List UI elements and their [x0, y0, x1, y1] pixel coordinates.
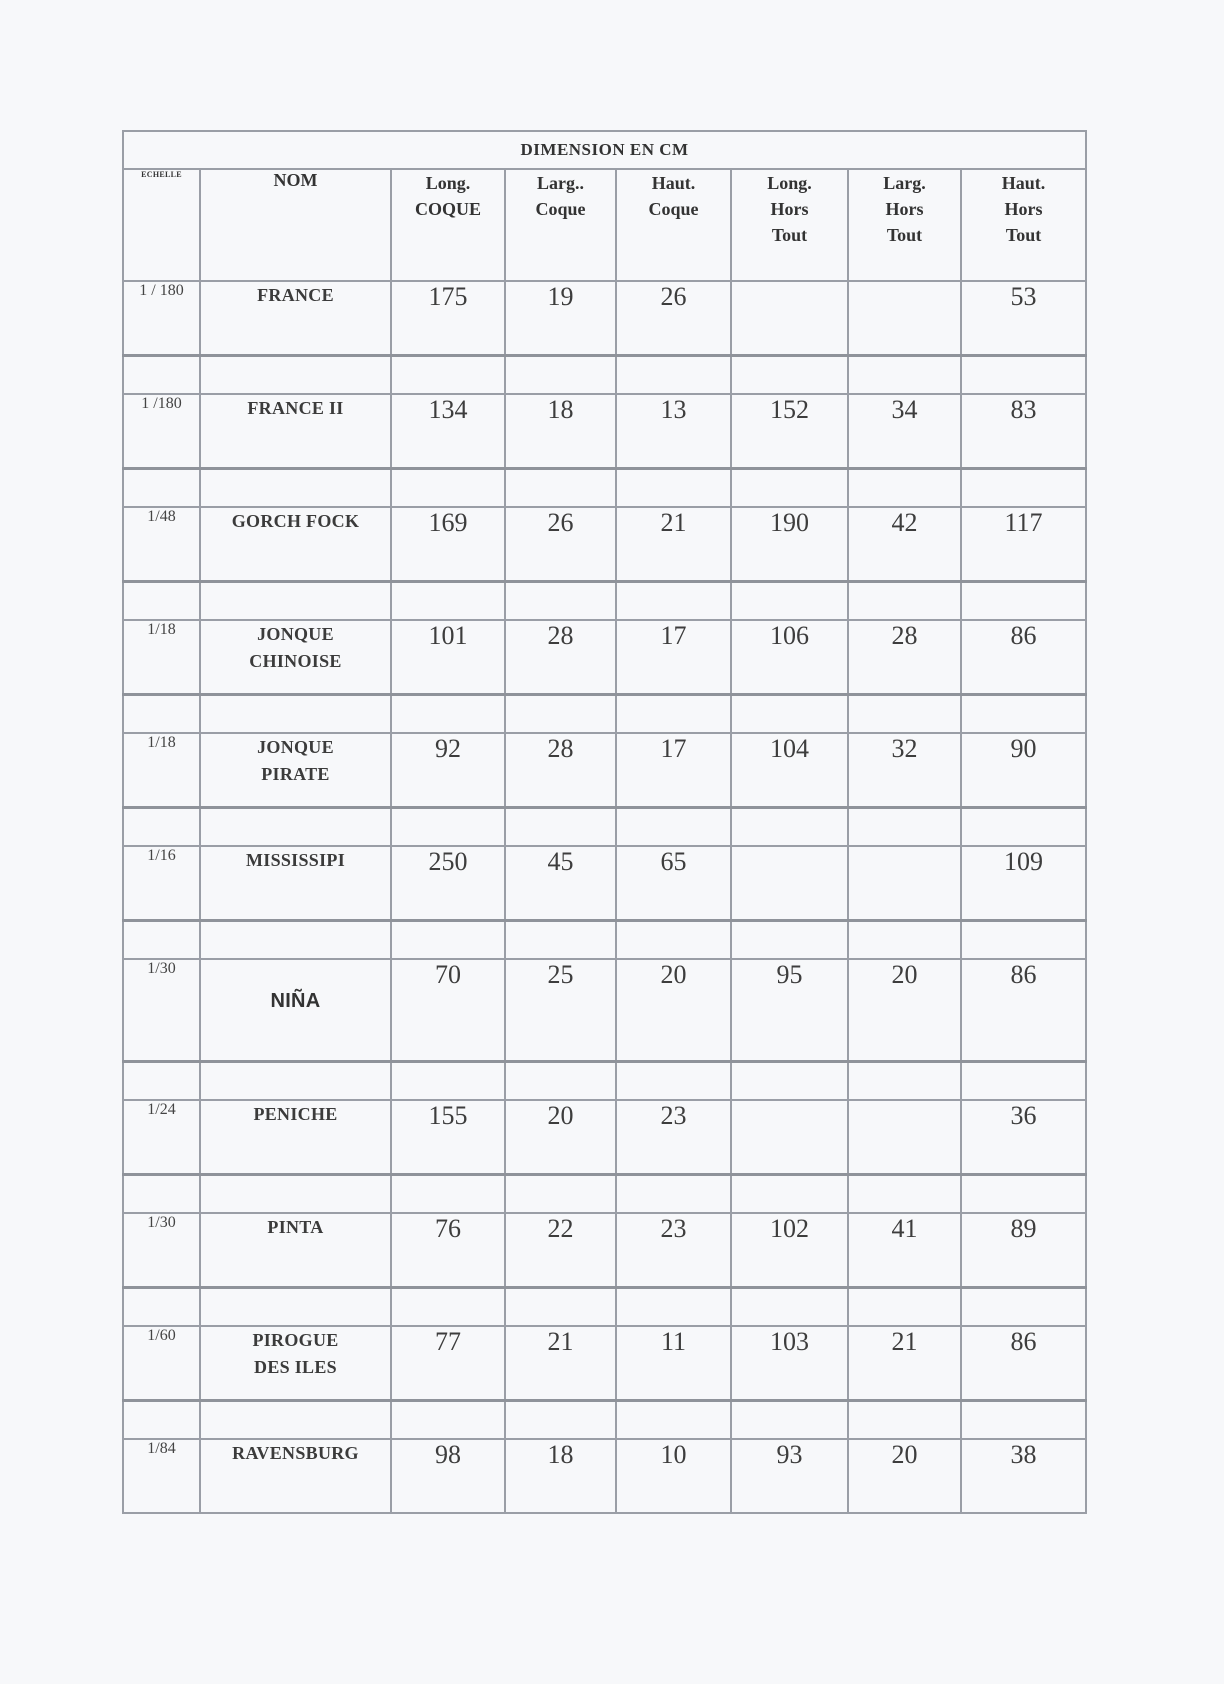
- spacer-cell: [961, 1288, 1086, 1327]
- value-cell: 10: [616, 1439, 731, 1513]
- ship-name-line: PIROGUE: [252, 1330, 339, 1350]
- spacer-cell: [505, 1175, 616, 1214]
- spacer-row: [123, 1401, 1086, 1440]
- spacer-cell: [731, 921, 848, 960]
- value-cell: 25: [505, 959, 616, 1062]
- value-cell: 76: [391, 1213, 505, 1288]
- ship-name-cell: [200, 959, 391, 1062]
- value-cell: 95: [731, 959, 848, 1062]
- ship-name-line: FRANCE: [257, 285, 334, 305]
- spacer-cell: [848, 582, 961, 621]
- column-header: [616, 169, 731, 281]
- scale-cell: 1/48: [123, 507, 200, 582]
- ship-name-line: JONQUE: [257, 624, 334, 644]
- column-header-line: Long.: [767, 173, 812, 193]
- spacer-cell: [848, 356, 961, 395]
- spacer-cell: [505, 582, 616, 621]
- scale-cell: 1/18: [123, 733, 200, 808]
- spacer-cell: [616, 1401, 731, 1440]
- spacer-cell: [391, 582, 505, 621]
- value-cell: 90: [961, 733, 1086, 808]
- spacer-cell: [505, 808, 616, 847]
- scale-cell: 1/30: [123, 1213, 200, 1288]
- spacer-cell: [616, 582, 731, 621]
- spacer-cell: [200, 1062, 391, 1101]
- spacer-cell: [848, 921, 961, 960]
- value-cell: 20: [505, 1100, 616, 1175]
- scale-cell: 1/18: [123, 620, 200, 695]
- spacer-row: [123, 1062, 1086, 1101]
- spacer-cell: [731, 1175, 848, 1214]
- value-cell: 175: [391, 281, 505, 356]
- column-header: [848, 169, 961, 281]
- spacer-cell: [123, 1062, 200, 1101]
- ship-name-line: FRANCE II: [247, 398, 344, 418]
- ship-name-line: MISSISSIPI: [245, 850, 346, 870]
- value-cell: 17: [616, 620, 731, 695]
- spacer-row: [123, 582, 1086, 621]
- spacer-cell: [961, 1401, 1086, 1440]
- header-nom: NOM: [200, 169, 391, 281]
- value-cell: 23: [616, 1213, 731, 1288]
- ship-name-line: JONQUE: [257, 737, 334, 757]
- ship-name-cell: [200, 1439, 391, 1513]
- value-cell: 190: [731, 507, 848, 582]
- ship-name-line: GORCH FOCK: [231, 511, 360, 531]
- value-cell: 38: [961, 1439, 1086, 1513]
- value-cell: 134: [391, 394, 505, 469]
- value-cell: 23: [616, 1100, 731, 1175]
- value-cell: 65: [616, 846, 731, 921]
- spacer-cell: [505, 1401, 616, 1440]
- spacer-cell: [616, 695, 731, 734]
- ship-name-cell: [200, 733, 391, 808]
- value-cell: 103: [731, 1326, 848, 1401]
- value-cell: 106: [731, 620, 848, 695]
- value-cell: 70: [391, 959, 505, 1062]
- value-cell: 28: [505, 620, 616, 695]
- spacer-cell: [961, 1175, 1086, 1214]
- spacer-cell: [123, 356, 200, 395]
- spacer-cell: [200, 1288, 391, 1327]
- value-cell: 18: [505, 1439, 616, 1513]
- spacer-cell: [200, 808, 391, 847]
- spacer-cell: [731, 356, 848, 395]
- value-cell: 32: [848, 733, 961, 808]
- spacer-cell: [616, 1288, 731, 1327]
- value-cell: 28: [505, 733, 616, 808]
- ship-name-cell: [200, 620, 391, 695]
- value-cell: 28: [848, 620, 961, 695]
- value-cell: [848, 1100, 961, 1175]
- spacer-cell: [391, 921, 505, 960]
- spacer-cell: [616, 921, 731, 960]
- value-cell: 104: [731, 733, 848, 808]
- table-row: [123, 281, 1086, 356]
- scale-cell: 1/60: [123, 1326, 200, 1401]
- spacer-row: [123, 469, 1086, 508]
- spacer-cell: [505, 921, 616, 960]
- spacer-cell: [123, 469, 200, 508]
- spacer-cell: [731, 695, 848, 734]
- spacer-cell: [731, 469, 848, 508]
- table-row: [123, 959, 1086, 1062]
- value-cell: 155: [391, 1100, 505, 1175]
- spacer-cell: [848, 695, 961, 734]
- value-cell: 26: [616, 281, 731, 356]
- header-echelle: ECHELLE: [123, 169, 200, 281]
- spacer-cell: [200, 695, 391, 734]
- spacer-cell: [391, 1062, 505, 1101]
- value-cell: 21: [848, 1326, 961, 1401]
- spacer-cell: [123, 1288, 200, 1327]
- spacer-cell: [391, 356, 505, 395]
- table-row: [123, 1326, 1086, 1401]
- dimensions-table: [122, 130, 1087, 1514]
- spacer-cell: [848, 808, 961, 847]
- spacer-cell: [200, 1401, 391, 1440]
- table-row: [123, 846, 1086, 921]
- column-header-line: Coque: [535, 199, 586, 219]
- column-header-line: Larg.: [883, 173, 926, 193]
- ship-name-cell: [200, 281, 391, 356]
- value-cell: 53: [961, 281, 1086, 356]
- spacer-cell: [848, 469, 961, 508]
- value-cell: 92: [391, 733, 505, 808]
- spacer-cell: [391, 695, 505, 734]
- value-cell: 20: [616, 959, 731, 1062]
- ship-name-cell: [200, 1213, 391, 1288]
- spacer-cell: [848, 1062, 961, 1101]
- spacer-cell: [123, 582, 200, 621]
- column-header-line: Haut.: [651, 173, 696, 193]
- spacer-cell: [123, 1175, 200, 1214]
- spacer-cell: [616, 1062, 731, 1101]
- spacer-cell: [731, 582, 848, 621]
- table-row: [123, 620, 1086, 695]
- table-row: [123, 733, 1086, 808]
- table-row: [123, 507, 1086, 582]
- ship-name-cell: [200, 1326, 391, 1401]
- spacer-cell: [391, 469, 505, 508]
- value-cell: 18: [505, 394, 616, 469]
- column-header-line: Long.: [425, 173, 471, 193]
- scale-cell: 1/24: [123, 1100, 200, 1175]
- value-cell: 102: [731, 1213, 848, 1288]
- value-cell: 86: [961, 1326, 1086, 1401]
- value-cell: [731, 846, 848, 921]
- spacer-cell: [616, 356, 731, 395]
- spacer-row: [123, 356, 1086, 395]
- value-cell: 21: [616, 507, 731, 582]
- spacer-cell: [616, 808, 731, 847]
- value-cell: 22: [505, 1213, 616, 1288]
- column-header: [505, 169, 616, 281]
- spacer-row: [123, 921, 1086, 960]
- value-cell: 169: [391, 507, 505, 582]
- column-header-line: Tout: [771, 225, 808, 245]
- table-row: [123, 1213, 1086, 1288]
- column-header-line: Coque: [648, 199, 699, 219]
- spacer-row: [123, 808, 1086, 847]
- spacer-cell: [731, 1288, 848, 1327]
- table-row: [123, 394, 1086, 469]
- value-cell: 86: [961, 620, 1086, 695]
- spacer-cell: [731, 1062, 848, 1101]
- value-cell: [848, 846, 961, 921]
- spacer-cell: [848, 1401, 961, 1440]
- spacer-cell: [731, 1401, 848, 1440]
- ship-name-line: DES ILES: [254, 1357, 337, 1377]
- spacer-cell: [123, 921, 200, 960]
- spacer-cell: [961, 469, 1086, 508]
- column-header-line: COQUE: [414, 199, 481, 219]
- spacer-cell: [391, 1175, 505, 1214]
- spacer-cell: [391, 1288, 505, 1327]
- scale-cell: 1/30: [123, 959, 200, 1062]
- ship-name-cell: [200, 394, 391, 469]
- spacer-cell: [848, 1175, 961, 1214]
- value-cell: 93: [731, 1439, 848, 1513]
- spacer-cell: [391, 808, 505, 847]
- spacer-cell: [961, 1062, 1086, 1101]
- ship-name-line: RAVENSBURG: [232, 1443, 359, 1463]
- spacer-row: [123, 1288, 1086, 1327]
- spacer-cell: [123, 695, 200, 734]
- column-header-line: Hors: [1004, 199, 1043, 219]
- spacer-cell: [123, 808, 200, 847]
- value-cell: 20: [848, 959, 961, 1062]
- spacer-cell: [616, 1175, 731, 1214]
- value-cell: [731, 281, 848, 356]
- table-body: [123, 281, 1086, 1513]
- spacer-row: [123, 695, 1086, 734]
- column-header-line: Larg..: [537, 173, 584, 193]
- value-cell: [848, 281, 961, 356]
- value-cell: 86: [961, 959, 1086, 1062]
- value-cell: 41: [848, 1213, 961, 1288]
- value-cell: 152: [731, 394, 848, 469]
- value-cell: 83: [961, 394, 1086, 469]
- spacer-cell: [200, 921, 391, 960]
- spacer-cell: [616, 469, 731, 508]
- value-cell: 98: [391, 1439, 505, 1513]
- spacer-cell: [505, 356, 616, 395]
- table-title: DIMENSION EN CM: [123, 131, 1086, 169]
- spacer-cell: [505, 1288, 616, 1327]
- spacer-cell: [200, 356, 391, 395]
- spacer-cell: [505, 469, 616, 508]
- scale-cell: 1/16: [123, 846, 200, 921]
- scale-cell: 1/84: [123, 1439, 200, 1513]
- column-header: [391, 169, 505, 281]
- value-cell: 21: [505, 1326, 616, 1401]
- column-header-line: Haut.: [1001, 173, 1046, 193]
- spacer-cell: [200, 582, 391, 621]
- spacer-cell: [961, 695, 1086, 734]
- spacer-cell: [200, 1175, 391, 1214]
- value-cell: 117: [961, 507, 1086, 582]
- value-cell: 20: [848, 1439, 961, 1513]
- value-cell: 101: [391, 620, 505, 695]
- ship-name-line: PENICHE: [253, 1104, 338, 1124]
- spacer-cell: [961, 921, 1086, 960]
- value-cell: 13: [616, 394, 731, 469]
- value-cell: 109: [961, 846, 1086, 921]
- table-row: [123, 1100, 1086, 1175]
- value-cell: 34: [848, 394, 961, 469]
- ship-name-cell: [200, 1100, 391, 1175]
- column-header-line: Hors: [885, 199, 924, 219]
- value-cell: 36: [961, 1100, 1086, 1175]
- value-cell: 45: [505, 846, 616, 921]
- spacer-cell: [961, 808, 1086, 847]
- column-header: [961, 169, 1086, 281]
- spacer-cell: [123, 1401, 200, 1440]
- column-header-line: Hors: [770, 199, 809, 219]
- value-cell: 26: [505, 507, 616, 582]
- column-header-line: Tout: [886, 225, 923, 245]
- ship-name-line: NIÑA: [270, 990, 321, 1012]
- ship-name-line: PIRATE: [261, 764, 330, 784]
- ship-name-line: PINTA: [267, 1217, 324, 1237]
- spacer-cell: [391, 1401, 505, 1440]
- spacer-cell: [505, 1062, 616, 1101]
- ship-name-cell: [200, 846, 391, 921]
- value-cell: 77: [391, 1326, 505, 1401]
- spacer-cell: [961, 582, 1086, 621]
- spacer-cell: [200, 469, 391, 508]
- value-cell: [731, 1100, 848, 1175]
- value-cell: 89: [961, 1213, 1086, 1288]
- spacer-cell: [848, 1288, 961, 1327]
- scale-cell: 1 /180: [123, 394, 200, 469]
- spacer-cell: [961, 356, 1086, 395]
- value-cell: 17: [616, 733, 731, 808]
- ship-name-cell: [200, 507, 391, 582]
- value-cell: 42: [848, 507, 961, 582]
- table-row: [123, 1439, 1086, 1513]
- spacer-cell: [505, 695, 616, 734]
- header-row: [123, 169, 1086, 281]
- scale-cell: 1 / 180: [123, 281, 200, 356]
- column-header-line: Tout: [1005, 225, 1042, 245]
- value-cell: 19: [505, 281, 616, 356]
- value-cell: 11: [616, 1326, 731, 1401]
- spacer-row: [123, 1175, 1086, 1214]
- column-header: [731, 169, 848, 281]
- value-cell: 250: [391, 846, 505, 921]
- spacer-cell: [731, 808, 848, 847]
- ship-name-line: CHINOISE: [249, 651, 342, 671]
